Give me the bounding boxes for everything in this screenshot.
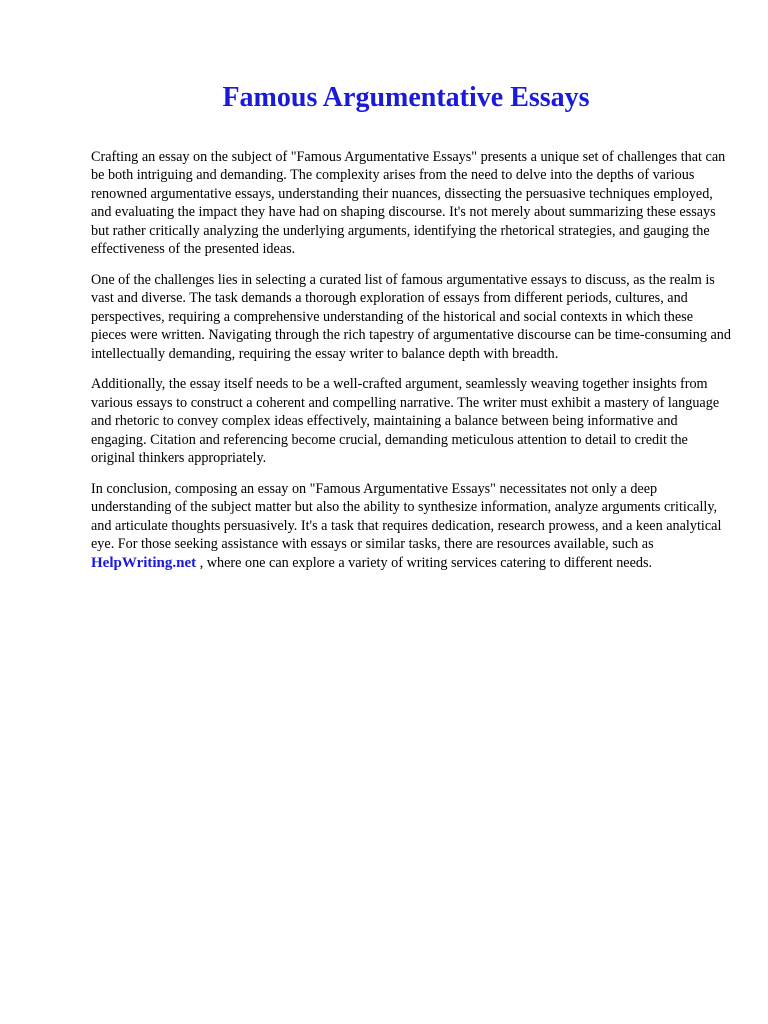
paragraph-3: Additionally, the essay itself needs to be a well-crafted argument, seamlessly weaving together insights from various essays to construct a coherent and compelling narrative. The writer must exhibit a mastery of language and rhetoric to convey complex ideas effectively, maintaining a balance between being informative and engaging. Citation and referencing become crucial, demanding meticulous attention to detail to credit the original thinkers appropriately. [91, 376, 720, 467]
paragraph-4 [91, 480, 731, 572]
document-body [91, 148, 731, 585]
paragraph-2: One of the challenges lies in selecting a curated list of famous argumentative essays to discuss, as the realm is vast and diverse. The task demands a thorough exploration of essays from different periods, cultures, and perspectives, requiring a comprehensive understanding of the historical and social contexts in which these pieces were written. Navigating through the rich tapestry of argumentative discourse can be time-consuming and intellectually demanding, requiring the essay writer to balance depth with breadth. [91, 271, 731, 362]
helpwriting-link[interactable]: HelpWriting.net [91, 554, 197, 571]
paragraph-1: Crafting an essay on the subject of "Famous Argumentative Essays" presents a unique set of challenges that can be both intriguing and demanding. The complexity arises from the need to delve into the depths of various renowned argumentative essays, understanding their nuances, dissecting the persuasive techniques employed, and evaluating the impact they have had on shaping discourse. It's not merely about summarizing these essays but rather critically analyzing the underlying arguments, identifying the rhetorical strategies, and gauging the effectiveness of the presented ideas. [91, 149, 726, 258]
paragraph-4-text-before-link: In conclusion, composing an essay on "Famous Argumentative Essays" necessitates not only a deep understanding of the subject matter but also the ability to synthesize information, analyze arguments critically, and articulate thoughts persuasively. It's a task that requires dedication, research prowess, and a keen analytical eye. For those seeking assistance with essays or similar tasks, there are resources available, such as [91, 481, 722, 553]
document-title: Famous Argumentative Essays [222, 82, 590, 113]
paragraph-4-text-after-link: , where one can explore a variety of writing services catering to different needs. [196, 554, 653, 571]
